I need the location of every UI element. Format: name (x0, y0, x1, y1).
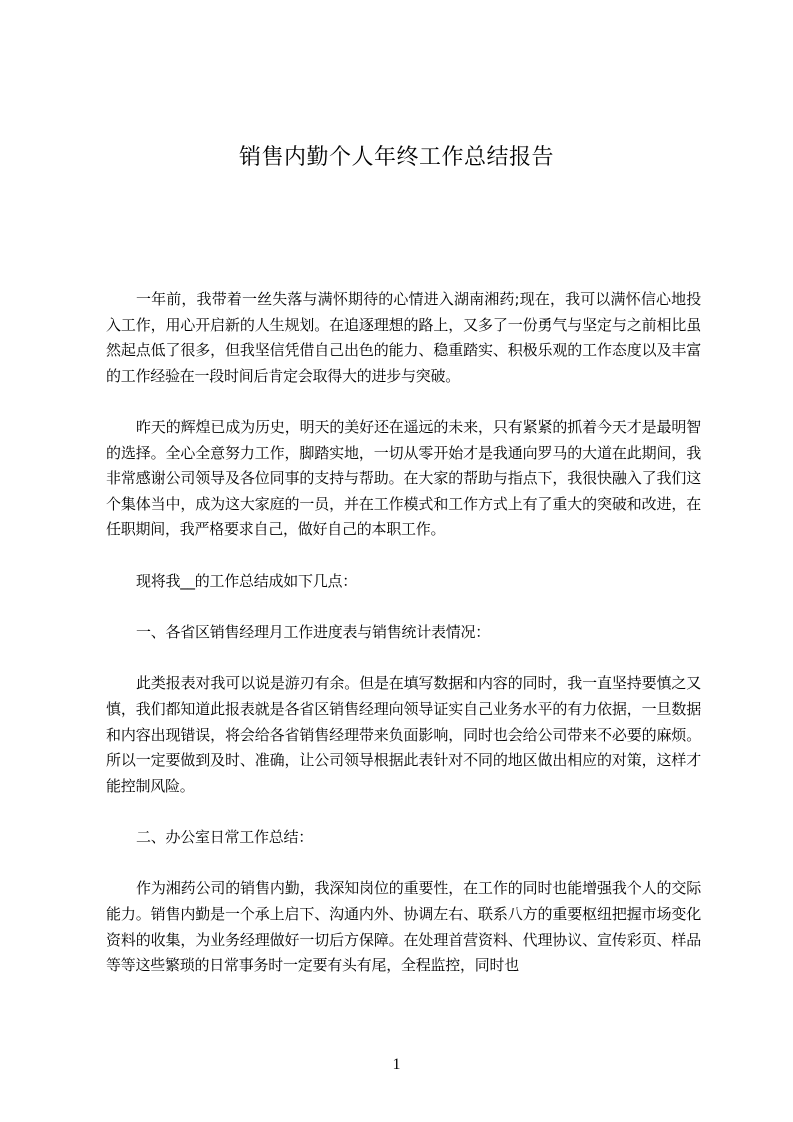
section-heading-office: 二、办公室日常工作总结： (136, 827, 314, 846)
paragraph-summary-lead: 现将我__的工作总结成如下几点： (136, 571, 358, 590)
paragraph-history: 昨天的辉煌已成为历史，明天的美好还在遥远的未来，只有紧紧的抓着今天才是最明智的选择。全心全意努力工作，脚踏实地，一切从零开始才是我通向罗马的大道在此期间，我非常感谢公司领导及各位同事的支持与帮助。在大家的帮助与指点下，我很快融入了我们这个集体当中，成为这大家庭的一员，并在工作模式和工作方式上有了重大的突破和改进，在任职期间，我严格要求自己，做好自己的本职工作。 (106, 417, 701, 539)
document-body (106, 287, 701, 1004)
paragraph-intro: 一年前，我带着一丝失落与满怀期待的心情进入湖南湘药;现在，我可以满怀信心地投入工作，用心开启新的人生规划。在追逐理想的路上，又多了一份勇气与坚定与之前相比虽然起点低了很多，但我坚信凭借自己出色的能力、稳重踏实、积极乐观的工作态度以及丰富的工作经验在一段时间后肯定会取得大的进步与突破。 (106, 290, 701, 385)
paragraph-reports: 此类报表对我可以说是游刃有余。但是在填写数据和内容的同时，我一直坚持要慎之又慎，我们都知道此报表就是各省区销售经理向领导证实自己业务水平的有力依据，一旦数据和内容出现错误，将会给各省销售经理带来负面影响，同时也会给公司带来不必要的麻烦。所以一定要做到及时、准确，让公司领导根据此表针对不同的地区做出相应的对策，这样才能控制风险。 (106, 674, 701, 795)
page-number: 1 (392, 1056, 401, 1073)
paragraph-office: 作为湘药公司的销售内勤，我深知岗位的重要性，在工作的同时也能增强我个人的交际能力。销售内勤是一个承上启下、沟通内外、协调左右、联系八方的重要枢纽把握市场变化资料的收集，为业务经理做好一切后方保障。在处理首营资料、代理协议、宣传彩页、样品等等这些繁琐的日常事务时一定要有头有尾，全程监控，同时也 (106, 879, 701, 975)
section-heading-reports: 一、各省区销售经理月工作进度表与销售统计表情况： (136, 622, 491, 641)
document-title: 销售内勤个人年终工作总结报告 (238, 145, 554, 170)
